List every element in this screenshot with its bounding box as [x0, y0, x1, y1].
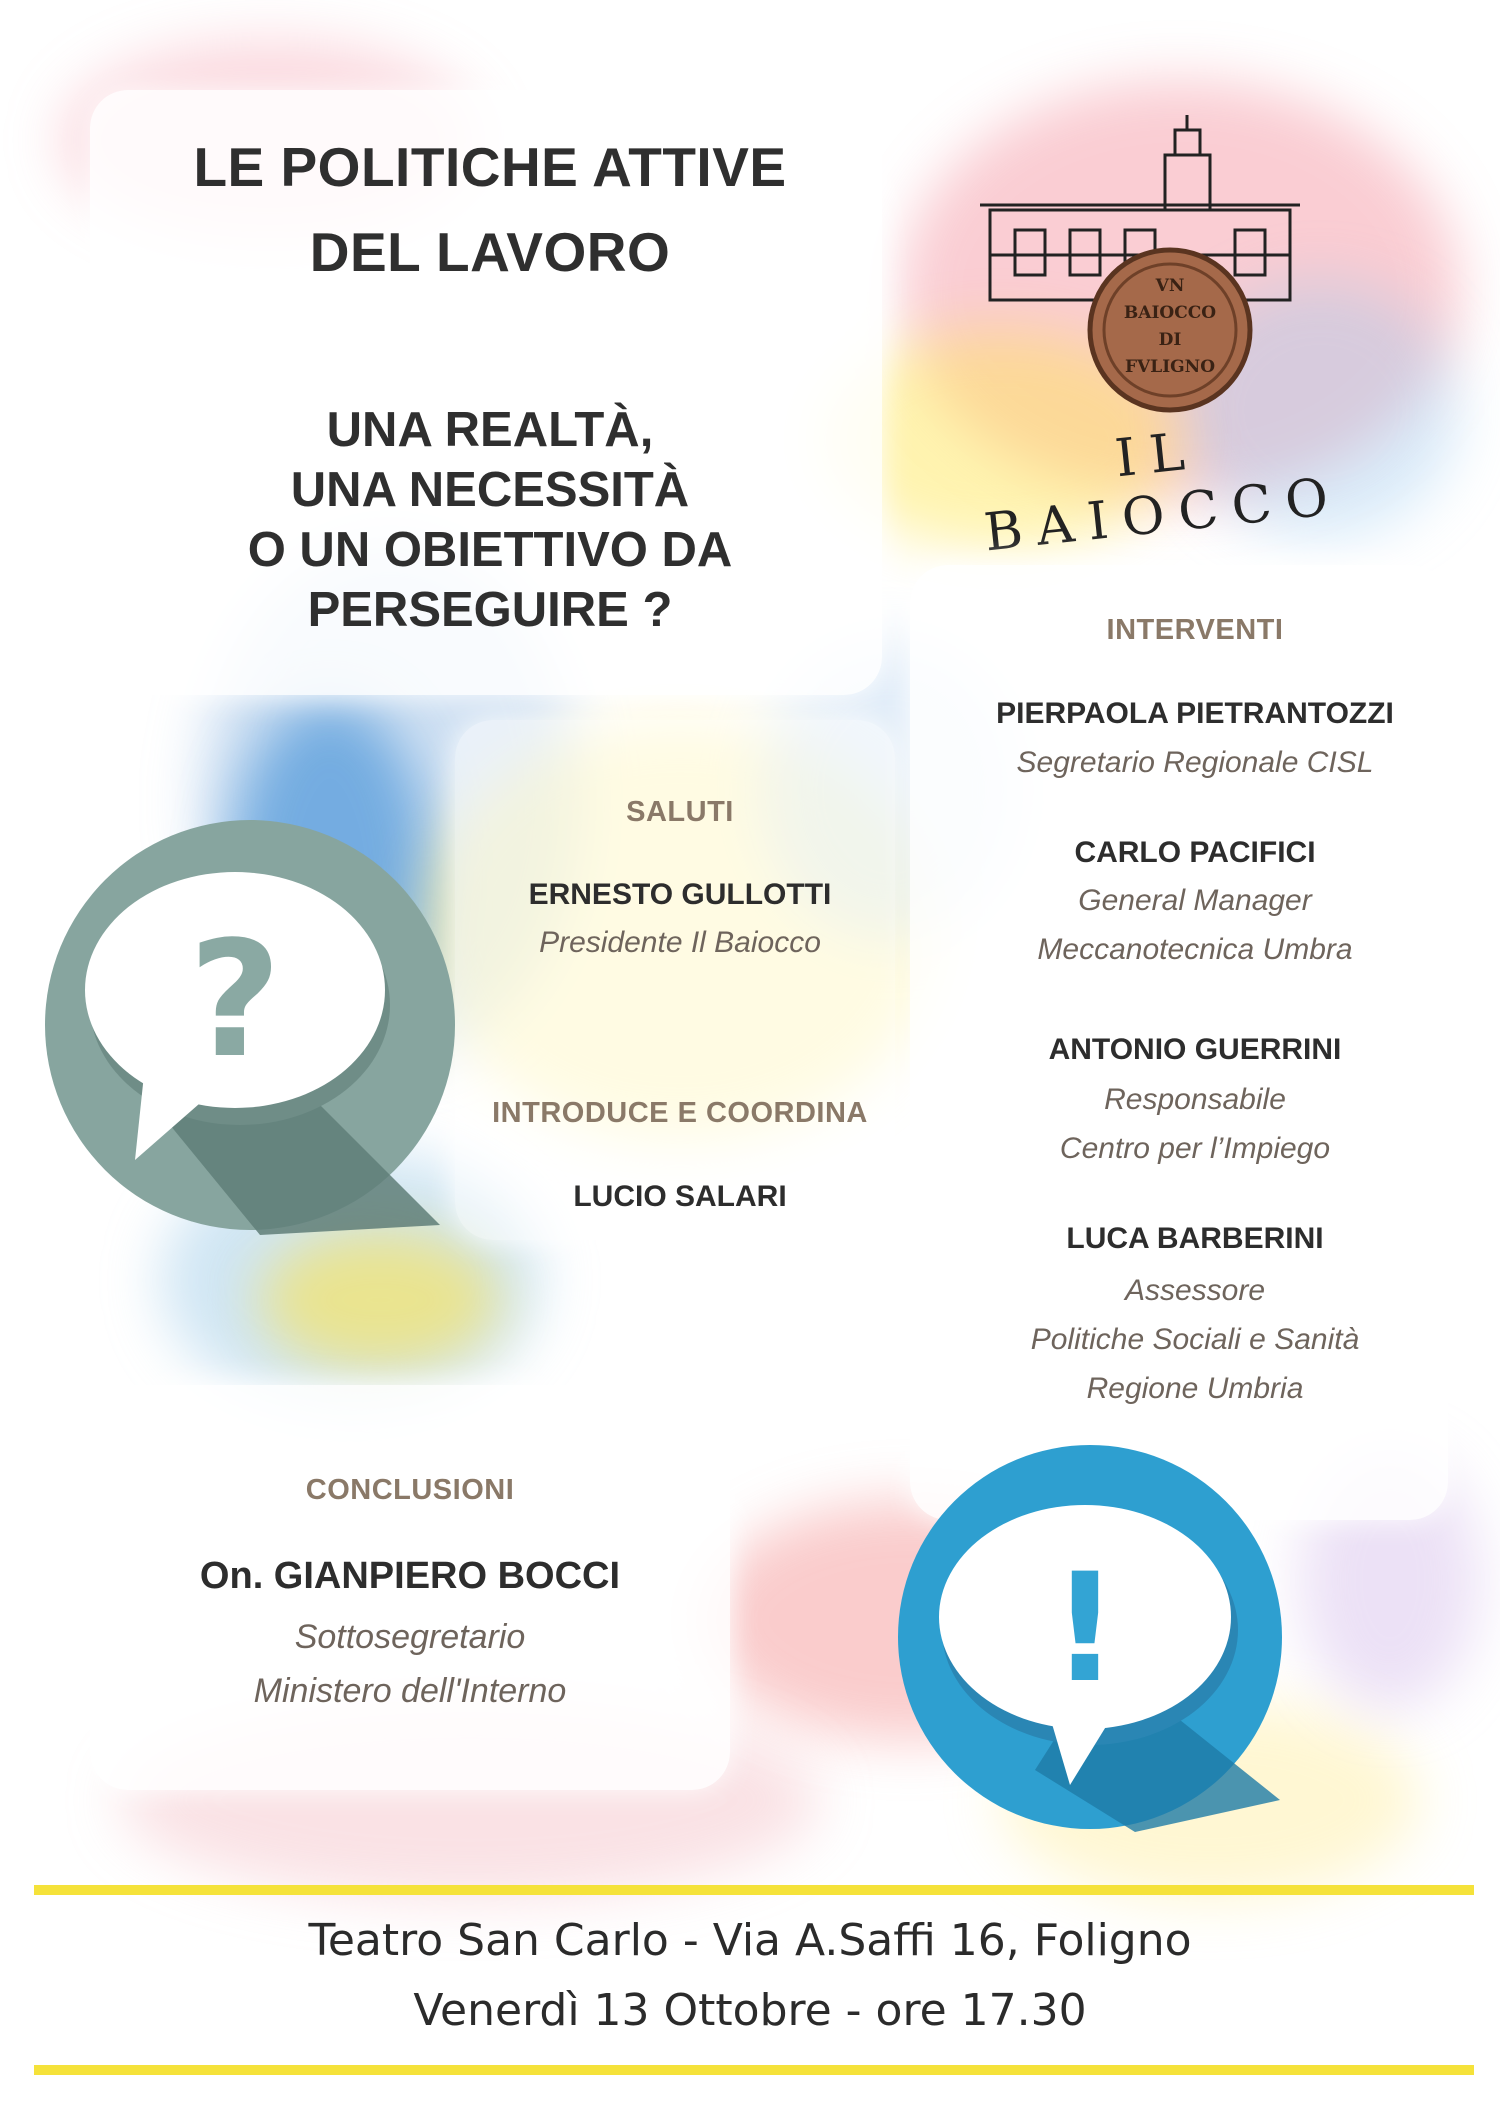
footer-bottom-line — [34, 2065, 1474, 2075]
coin-text: VN BAIOCCO DI FVLIGNO — [1123, 276, 1217, 377]
saluti-role: Presidente Il Baiocco — [539, 926, 821, 959]
exclamation-bubble-icon — [895, 1440, 1285, 1835]
conclusioni-name: On. GIANPIERO BOCCI — [199, 1555, 621, 1597]
interventi-heading: INTERVENTI — [1106, 614, 1284, 646]
question-bubble — [40, 815, 460, 1235]
introduce-heading: INTRODUCE E COORDINA — [492, 1097, 868, 1129]
saluti-heading: SALUTI — [626, 796, 734, 828]
svg-text:!: ! — [1050, 1542, 1120, 1716]
svg-text:?: ? — [188, 906, 282, 1093]
conclusioni-heading: CONCLUSIONI — [305, 1474, 515, 1506]
footer-top-line — [34, 1885, 1474, 1895]
main-title: LE POLITICHE ATTIVE DEL LAVORO — [193, 136, 787, 283]
venue-text: Teatro San Carlo - Via A.Saffi 16, Foligno — [308, 1915, 1192, 1966]
question-bubble-icon — [40, 815, 460, 1235]
speaker-name: LUCA BARBERINI — [1066, 1222, 1324, 1255]
saluti-name: ERNESTO GULLOTTI — [528, 878, 832, 911]
speaker-role: Segretario Regionale CISL — [1016, 746, 1374, 779]
speaker-name: ANTONIO GUERRINI — [1048, 1033, 1342, 1066]
speaker-role: Assessore Politiche Sociali e Sanità Regione Umbria — [1030, 1274, 1360, 1405]
subtitle: UNA REALTÀ, UNA NECESSITÀ O UN OBIETTIVO DA PERSEGUIRE ? — [247, 403, 733, 637]
speaker-role: Responsabile Centro per l’Impiego — [1059, 1083, 1331, 1165]
baiocco-logo — [960, 115, 1360, 564]
date-text: Venerdì 13 Ottobre - ore 17.30 — [413, 1985, 1087, 2036]
logo-text: IL BAIOCCO — [981, 420, 1345, 564]
exclamation-bubble — [895, 1440, 1285, 1835]
conclusioni-role: Sottosegretario Ministero dell'Interno — [253, 1618, 567, 1710]
speaker-name: PIERPAOLA PIETRANTOZZI — [996, 697, 1394, 730]
speaker-name: CARLO PACIFICI — [1074, 836, 1316, 869]
speaker-role: General Manager Meccanotecnica Umbra — [1037, 884, 1353, 966]
introduce-name: LUCIO SALARI — [573, 1180, 787, 1213]
